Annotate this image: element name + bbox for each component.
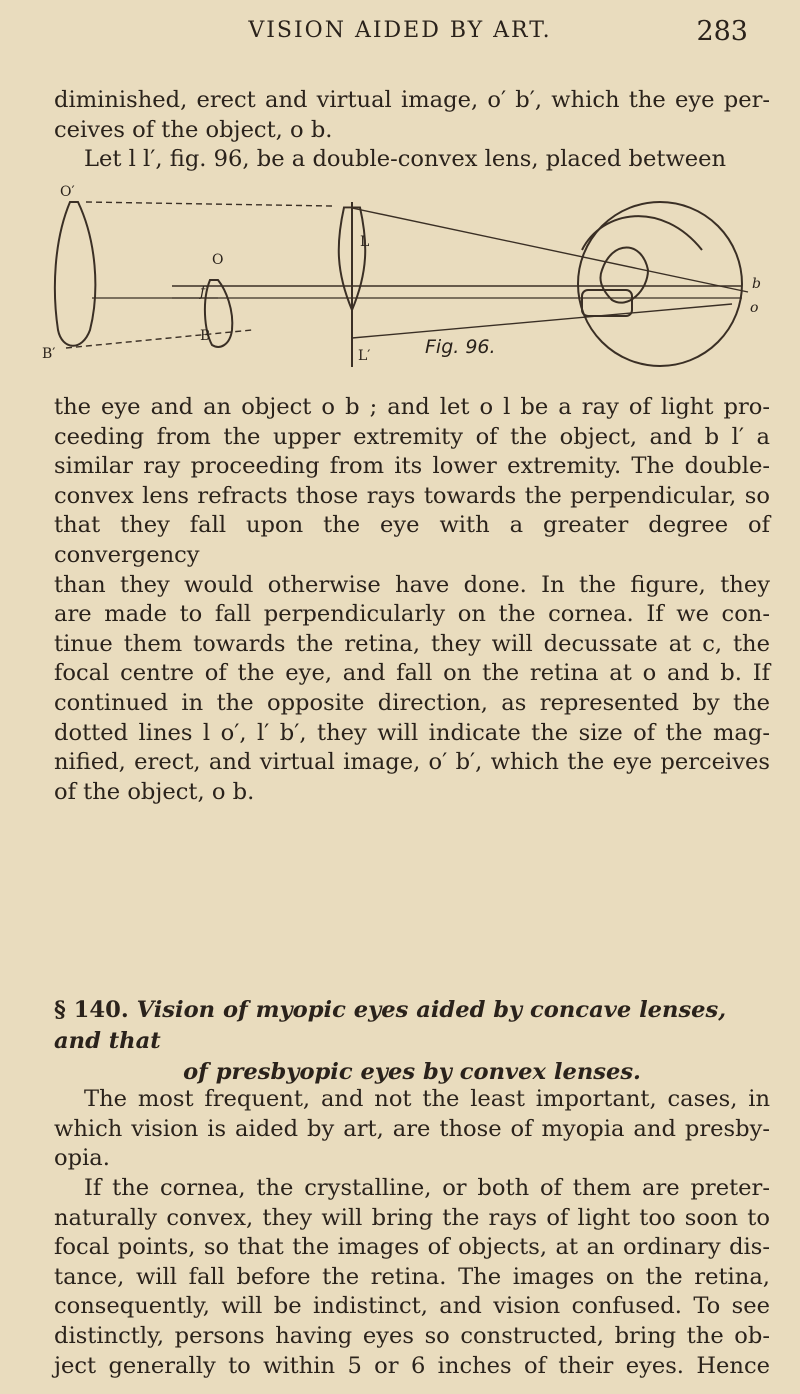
label-b: B — [200, 328, 211, 344]
figure-96-diagram — [42, 180, 772, 380]
section-number: § 140. — [54, 997, 129, 1023]
text-line: which vision is aided by art, are those of myopia and presby- — [54, 1115, 770, 1142]
text-line: consequently, will be indistinct, and vision confused. To see — [54, 1293, 770, 1320]
image-outline — [55, 202, 95, 346]
cornea-arc — [582, 216, 702, 250]
crystalline — [600, 248, 648, 303]
text-line: nified, erect, and virtual image, o′ b′, which the eye perceives — [54, 749, 770, 776]
paragraph-last — [54, 1174, 770, 1381]
text-line: opia. — [54, 1145, 110, 1172]
text-line: diminished, erect and virtual image, o′ b′, which the eye per- — [54, 87, 770, 113]
text-line: distinctly, persons having eyes so constructed, bring the ob- — [54, 1322, 770, 1349]
text-line: the eye and an object o b ; and let o l be a ray of light pro- — [54, 394, 770, 420]
paragraph-main — [54, 393, 770, 807]
label-f: f — [200, 284, 206, 300]
text-line: similar ray proceeding from its lower extremity. The double- — [54, 453, 770, 480]
label-b-prime: B′ — [42, 346, 56, 362]
ray-upper — [86, 202, 332, 206]
text-line: than they would otherwise have done. In the figure, they — [54, 571, 770, 598]
figure-caption: Fig. 96. — [425, 336, 496, 358]
text-line: Let l l′, fig. 96, be a double-convex lens, placed between — [84, 146, 727, 173]
text-line: If the cornea, the crystalline, or both of them are preter- — [84, 1175, 770, 1201]
text-line: focal points, so that the images of objects, at an ordinary dis- — [54, 1234, 770, 1261]
label-l-prime: L′ — [358, 348, 371, 364]
label-o-small: o — [750, 300, 759, 316]
label-o-prime: O′ — [60, 184, 75, 200]
section-heading — [54, 995, 770, 1088]
label-b-small: b — [752, 276, 761, 292]
text-line: The most frequent, and not the least important, cases, in — [84, 1086, 770, 1112]
label-o: O — [212, 252, 224, 268]
text-line: convex lens refracts those rays towards the perpendicular, so — [54, 482, 770, 509]
text-line: dotted lines l o′, l′ b′, they will indicate the size of the mag- — [54, 719, 770, 746]
text-line: tinue them towards the retina, they will decussate at c, the — [54, 630, 770, 657]
text-line: naturally convex, they will bring the rays of light too soon to — [54, 1204, 770, 1231]
section-title-line2: of presbyopic eyes by convex lenses. — [183, 1059, 641, 1085]
text-line: ceeding from the upper extremity of the object, and b l′ a — [54, 423, 770, 450]
page-number: 283 — [696, 16, 748, 47]
text-line: that they fall upon the eye with a greater degree of convergency — [54, 512, 770, 568]
text-line: ceives of the object, o b. — [54, 116, 333, 143]
paragraph-section — [54, 1085, 770, 1174]
text-line: focal centre of the eye, and fall on the retina at o and b. If — [54, 660, 770, 687]
page-header — [0, 18, 800, 58]
running-head: VISION AIDED BY ART. — [248, 18, 552, 43]
section-title-line1: Vision of myopic eyes aided by concave lenses, and that — [54, 997, 727, 1054]
label-l: L — [360, 234, 370, 250]
text-line: ject generally to within 5 or 6 inches of their eyes. Hence — [54, 1352, 770, 1379]
text-line: of the object, o b. — [54, 778, 255, 805]
text-line: are made to fall perpendicularly on the cornea. If we con- — [54, 601, 770, 628]
text-line: continued in the opposite direction, as represented by the — [54, 689, 770, 716]
paragraph-top — [54, 86, 770, 175]
text-line: tance, will fall before the retina. The images on the retina, — [54, 1263, 770, 1290]
